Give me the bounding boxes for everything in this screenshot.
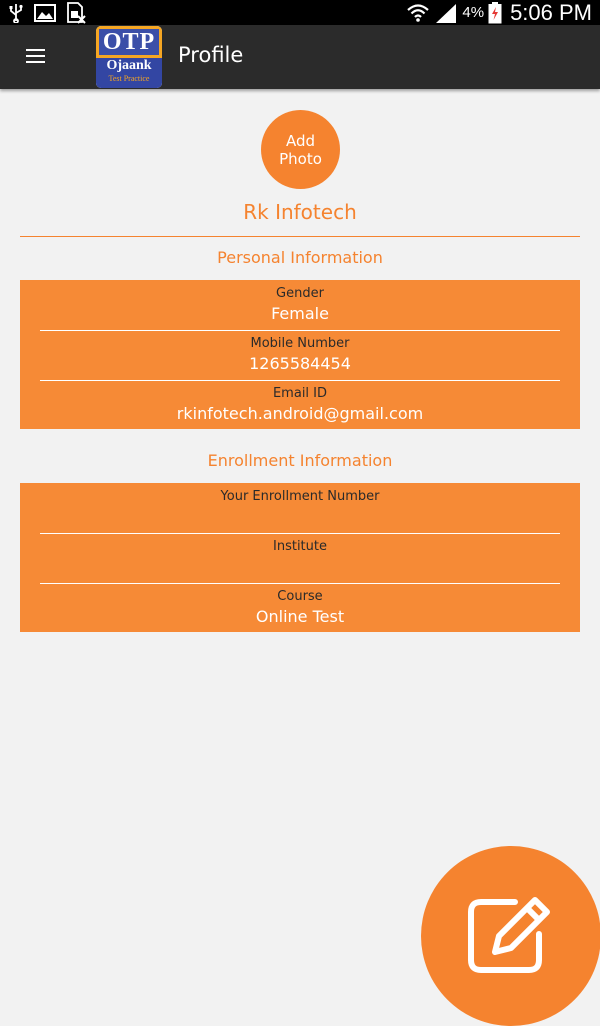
gender-label: Gender — [276, 286, 324, 301]
email-label: Email ID — [272, 386, 328, 401]
app-bar — [0, 25, 600, 89]
institute-field — [40, 533, 560, 584]
app-logo — [96, 26, 162, 88]
email-value: rkinfotech.android@gmail.com — [176, 404, 424, 423]
add-photo-button[interactable] — [261, 110, 340, 189]
name-divider — [20, 236, 580, 237]
mobile-number-value: 1265584454 — [249, 354, 351, 373]
course-value: Online Test — [255, 607, 345, 626]
clock: 5:06 PM — [510, 0, 592, 25]
add-photo-label-line1: Add — [285, 131, 316, 150]
course-label: Course — [277, 589, 323, 604]
logo-mark: OTP — [99, 29, 159, 55]
profile-name: Rk Infotech — [243, 200, 357, 224]
battery-percent: 4% — [462, 4, 485, 21]
gender-value: Female — [271, 304, 329, 323]
add-photo-label-line2: Photo — [279, 149, 322, 168]
edit-profile-button[interactable] — [421, 846, 600, 1026]
status-bar — [0, 0, 600, 25]
sim-error-icon — [66, 2, 86, 24]
course-field — [40, 583, 560, 633]
usb-icon — [8, 3, 24, 23]
menu-button[interactable] — [22, 45, 50, 69]
enrollment-number-label: Your Enrollment Number — [220, 489, 380, 504]
institute-label: Institute — [273, 539, 327, 554]
hamburger-icon-line — [26, 55, 45, 58]
page-title: Profile — [178, 43, 244, 67]
personal-info-card — [20, 280, 580, 429]
edit-icon — [467, 894, 555, 974]
hamburger-icon — [26, 49, 45, 52]
image-icon — [34, 3, 56, 23]
battery-charging-icon — [488, 2, 502, 24]
enrollment-info-card — [20, 483, 580, 632]
wifi-icon — [406, 3, 430, 23]
email-field — [40, 380, 560, 430]
logo-name: Ojaank — [106, 58, 152, 73]
hamburger-icon-line — [26, 61, 45, 64]
logo-tagline: Test Practice — [108, 74, 150, 83]
mobile-number-field — [40, 330, 560, 381]
enrollment-info-title: Enrollment Information — [207, 451, 393, 470]
gender-field — [40, 280, 560, 331]
signal-icon — [434, 3, 458, 23]
personal-info-title: Personal Information — [217, 248, 383, 267]
enrollment-number-field — [40, 483, 560, 534]
mobile-number-label: Mobile Number — [250, 336, 350, 351]
